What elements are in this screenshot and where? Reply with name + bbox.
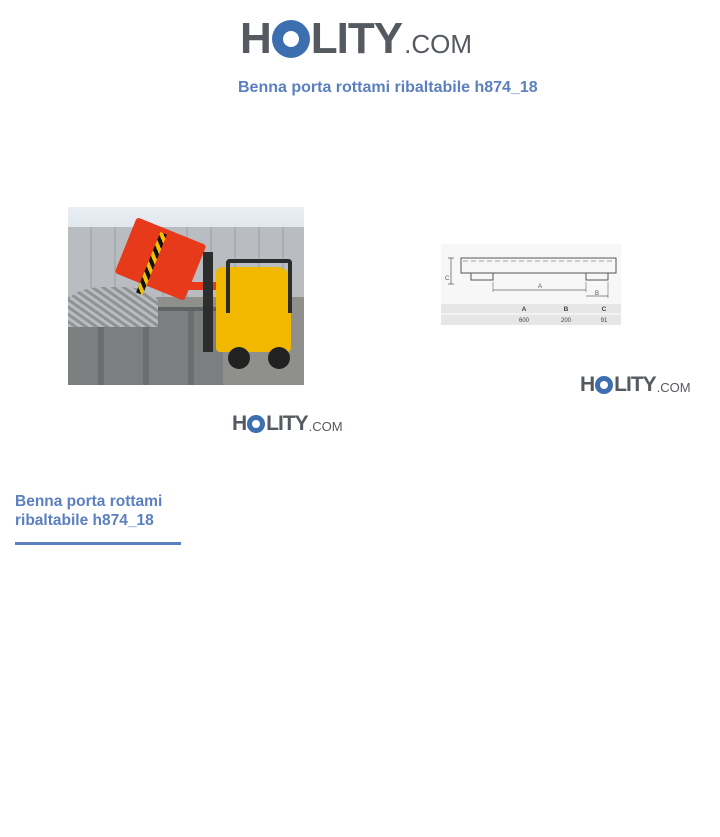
table-value-b: 200 [560,318,572,324]
logo-ring-icon [595,376,613,394]
product-photo-forklift[interactable] [68,207,304,385]
logo-text-right: LITY [266,412,308,435]
logo-text-suffix: .COM [308,419,343,434]
table-header-a: A [521,306,527,313]
photo-mast [203,252,213,352]
table-value-c: 91 [600,318,608,324]
photo-forklift-cab [226,259,292,313]
page-title: Benna porta rottami ribaltabile h874_18 [238,79,538,96]
logo-text-left: H [232,412,247,435]
photo-wheel [268,347,290,369]
table-header-b: B [563,306,569,313]
holity-logo-small [580,371,691,399]
product-technical-drawing[interactable] [441,244,621,325]
holity-logo[interactable] [240,12,472,66]
logo-ring-icon [272,20,310,58]
holity-logo-small [232,410,343,438]
product-caption-title[interactable]: Benna porta rottami ribaltabile h874_18 [15,493,163,529]
logo-text-suffix: .COM [404,29,472,59]
logo-text-suffix: .COM [656,380,691,395]
dim-label-b: B [595,291,600,297]
table-value-a: 600 [518,318,530,324]
dim-label-c: C [445,276,450,282]
photo-scrap-metal [68,287,158,327]
table-header-c: C [601,306,607,313]
logo-text-left: H [580,373,595,396]
logo-text-left: H [240,14,271,63]
logo-ring-icon [247,415,265,433]
logo-text-right: LITY [310,14,403,63]
dim-label-a: A [538,284,543,290]
caption-underline [15,542,181,545]
photo-wheel [228,347,250,369]
logo-text-right: LITY [614,373,656,396]
